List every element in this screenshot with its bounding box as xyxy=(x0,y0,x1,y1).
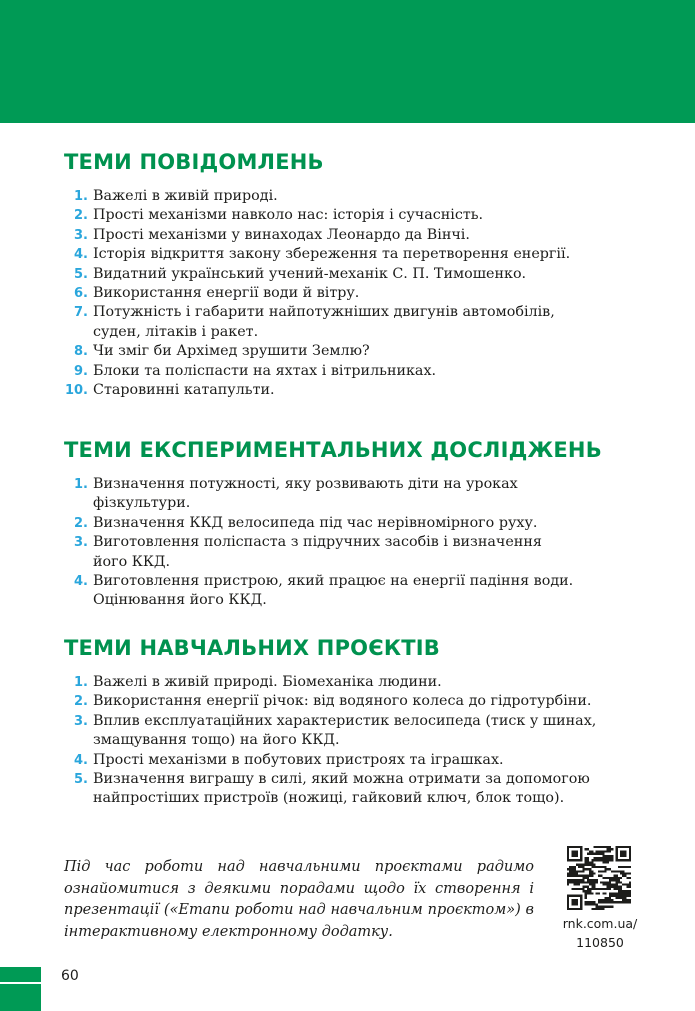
item-text: Виготовлення поліспаста з підручних засобів і визначення xyxy=(93,534,542,551)
projects-section xyxy=(64,636,664,809)
item-number: 1. xyxy=(74,675,88,690)
list-item xyxy=(64,533,664,572)
list-item xyxy=(64,187,664,206)
list-item xyxy=(64,475,664,514)
list-item xyxy=(64,284,664,303)
item-text: найпростіших пристроїв (ножиці, гайковий ключ, блок тощо). xyxy=(93,790,565,807)
item-text: Використання енергії води й вітру. xyxy=(93,285,360,302)
list-item xyxy=(64,206,664,225)
item-number: 1. xyxy=(74,477,88,492)
item-text: Вплив експлуатаційних характеристик велосипеда (тиск у шинах, xyxy=(93,712,597,729)
list-item xyxy=(64,362,664,381)
list-item xyxy=(64,245,664,264)
page-number: 60 xyxy=(61,968,79,984)
item-text: Видатний український учений-механік С. П. Тимошенко. xyxy=(93,265,527,282)
item-text: Старовинні катапульти. xyxy=(93,382,275,399)
qr-code-icon[interactable] xyxy=(567,846,631,910)
item-number: 4. xyxy=(74,752,88,768)
messages-title: ТЕМИ ПОВІДОМЛЕНЬ xyxy=(64,150,324,174)
item-text: Визначення виграшу в силі, який можна отримати за допомогою xyxy=(93,771,590,788)
projects-list xyxy=(64,673,664,809)
item-text: Прості механізми навколо нас: історія і сучасність. xyxy=(93,207,484,224)
item-text: Визначення потужності, яку розвивають діти на уроках xyxy=(93,476,518,492)
list-item xyxy=(64,770,664,809)
list-item xyxy=(64,303,664,342)
item-text: Прості механізми у винаходах Леонардо да Вінчі. xyxy=(93,226,470,243)
item-number: 6. xyxy=(74,286,88,302)
item-number: 8. xyxy=(74,344,88,360)
experiments-section xyxy=(64,438,664,611)
messages-list xyxy=(64,187,664,400)
item-text: суден, літаків і ракет. xyxy=(93,323,259,340)
item-text: Прості механізми в побутових пристроях та іграшках. xyxy=(93,751,504,768)
list-item xyxy=(64,381,664,400)
list-item xyxy=(64,692,664,711)
experiments-title: ТЕМИ ЕКСПЕРИМЕНТАЛЬНИХ ДОСЛІДЖЕНЬ xyxy=(64,438,602,462)
list-item xyxy=(64,712,664,751)
item-number: 2. xyxy=(74,515,88,531)
item-number: 9. xyxy=(74,363,88,379)
item-number: 2. xyxy=(74,208,88,224)
messages-section xyxy=(64,150,664,400)
list-item xyxy=(64,751,664,770)
qr-link-domain: rnk.com.ua/ xyxy=(562,916,638,931)
item-number: 7. xyxy=(74,305,88,321)
note-text: Під час роботи над навчальними проєктами радимо ознайомитися з деякими порадами щодо їх створення і презентації («Етапи роботи над навчальним проєктом») в інтерактивному електронному додатку. xyxy=(64,859,534,941)
item-text: Виготовлення пристрою, який працює на енергії падіння води. xyxy=(93,573,574,590)
item-number: 2. xyxy=(74,694,88,710)
item-text: Історія відкриття закону збереження та перетворення енергії. xyxy=(93,246,571,263)
item-text: Блоки та поліспасти на яхтах і вітрильниках. xyxy=(93,362,437,379)
top-banner xyxy=(0,0,695,123)
item-text: Важелі в живій природі. Біомеханіка людини. xyxy=(93,674,442,690)
list-item xyxy=(64,514,664,533)
footer-bar-divider xyxy=(0,982,41,984)
item-text: Оцінювання його ККД. xyxy=(93,592,267,609)
list-item xyxy=(64,572,664,611)
list-item xyxy=(64,226,664,245)
qr-link-code: 110850 xyxy=(576,935,624,950)
item-number: 10. xyxy=(64,383,88,399)
item-number: 1. xyxy=(74,189,88,204)
footer-bar xyxy=(0,967,41,1011)
item-text: Важелі в живій природі. xyxy=(93,188,278,204)
experiments-list xyxy=(64,475,664,611)
item-text: змащування тощо) на його ККД. xyxy=(93,732,340,749)
item-number: 5. xyxy=(74,772,88,788)
item-number: 3. xyxy=(74,535,88,551)
qr-link[interactable] xyxy=(554,914,646,952)
item-text: Визначення ККД велосипеда під час нерівномірного руху. xyxy=(93,514,538,531)
item-text: фізкультури. xyxy=(93,495,191,512)
list-item xyxy=(64,265,664,284)
item-number: 4. xyxy=(74,574,88,590)
item-number: 3. xyxy=(74,713,88,729)
list-item xyxy=(64,673,664,692)
projects-title: ТЕМИ НАВЧАЛЬНИХ ПРОЄКТІВ xyxy=(64,636,440,660)
list-item xyxy=(64,342,664,361)
item-number: 4. xyxy=(74,247,88,263)
item-number: 5. xyxy=(74,266,88,282)
item-text: Використання енергії річок: від водяного колеса до гідротурбіни. xyxy=(93,693,592,710)
item-text: Чи зміг би Архімед зрушити Землю? xyxy=(93,343,370,360)
item-text: його ККД. xyxy=(93,553,171,570)
item-text: Потужність і габарити найпотужніших двигунів автомобілів, xyxy=(93,304,555,321)
item-number: 3. xyxy=(74,227,88,243)
